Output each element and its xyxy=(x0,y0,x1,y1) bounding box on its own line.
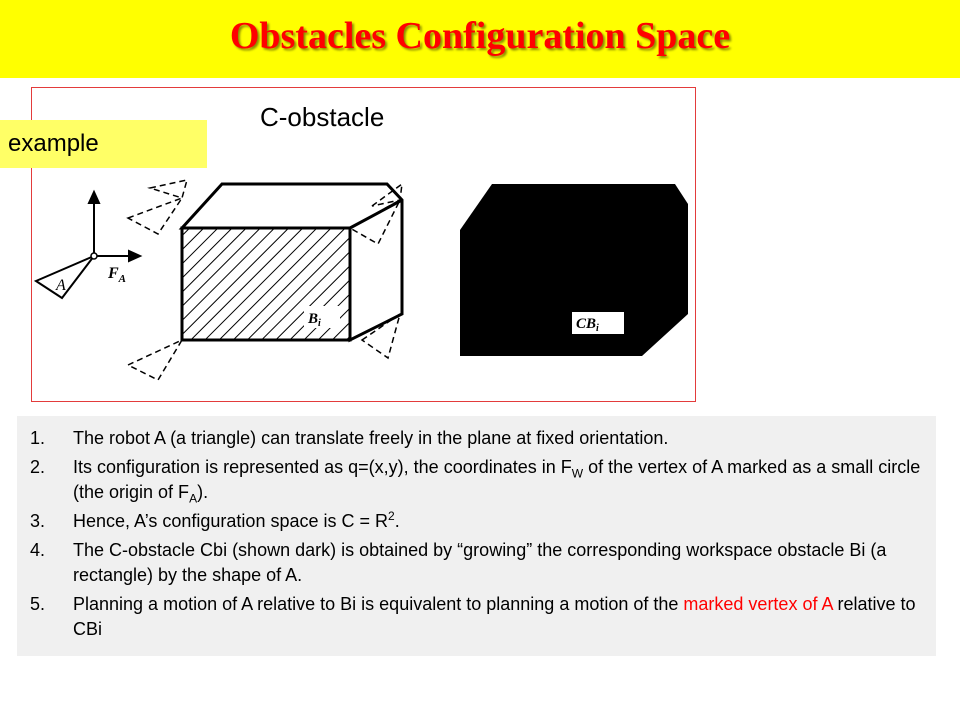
figure-heading: C-obstacle xyxy=(260,102,385,132)
list-item: 1. The robot A (a triangle) can translate freely in the plane at fixed orientation. xyxy=(30,428,669,448)
list-item: 3. Hence, A’s configuration space is $C = R^2$. xyxy=(30,509,400,531)
highlighted-text: marked vertex of A xyxy=(683,594,833,614)
slide-title: Obstacles Configuration Space xyxy=(229,15,731,57)
list-item: 5. Planning a motion of A relative to Bi is equivalent to planning a motion of the marked vertex of A relative to CBi xyxy=(30,594,916,639)
numbered-list xyxy=(17,416,936,642)
notes-box xyxy=(17,416,936,656)
list-item: 2. Its configuration is represented as q=(x,y), the coordinates in $F_W$ of the vertex of A marked as a small circle (the origin of $F_A$). xyxy=(30,457,921,506)
example-tag xyxy=(0,120,207,168)
robot-label: A xyxy=(56,277,66,294)
frame-label: $F_A$ xyxy=(108,265,127,285)
title-bar xyxy=(0,0,960,78)
obstacle-bi xyxy=(182,184,402,340)
list-item: 4. The C-obstacle Cbi (shown dark) is obtained by “growing” the corresponding workspace obstacle Bi (a rectangle) by the shape of A. xyxy=(30,540,887,585)
robot-triangle-icon xyxy=(36,253,97,298)
obstacle-label: $B_i$ xyxy=(308,311,321,329)
c-obstacle-cbi xyxy=(460,184,688,356)
example-label: example xyxy=(8,130,99,157)
frame-axes-icon xyxy=(72,192,140,271)
cobstacle-label: $CB_i$ xyxy=(576,316,599,334)
